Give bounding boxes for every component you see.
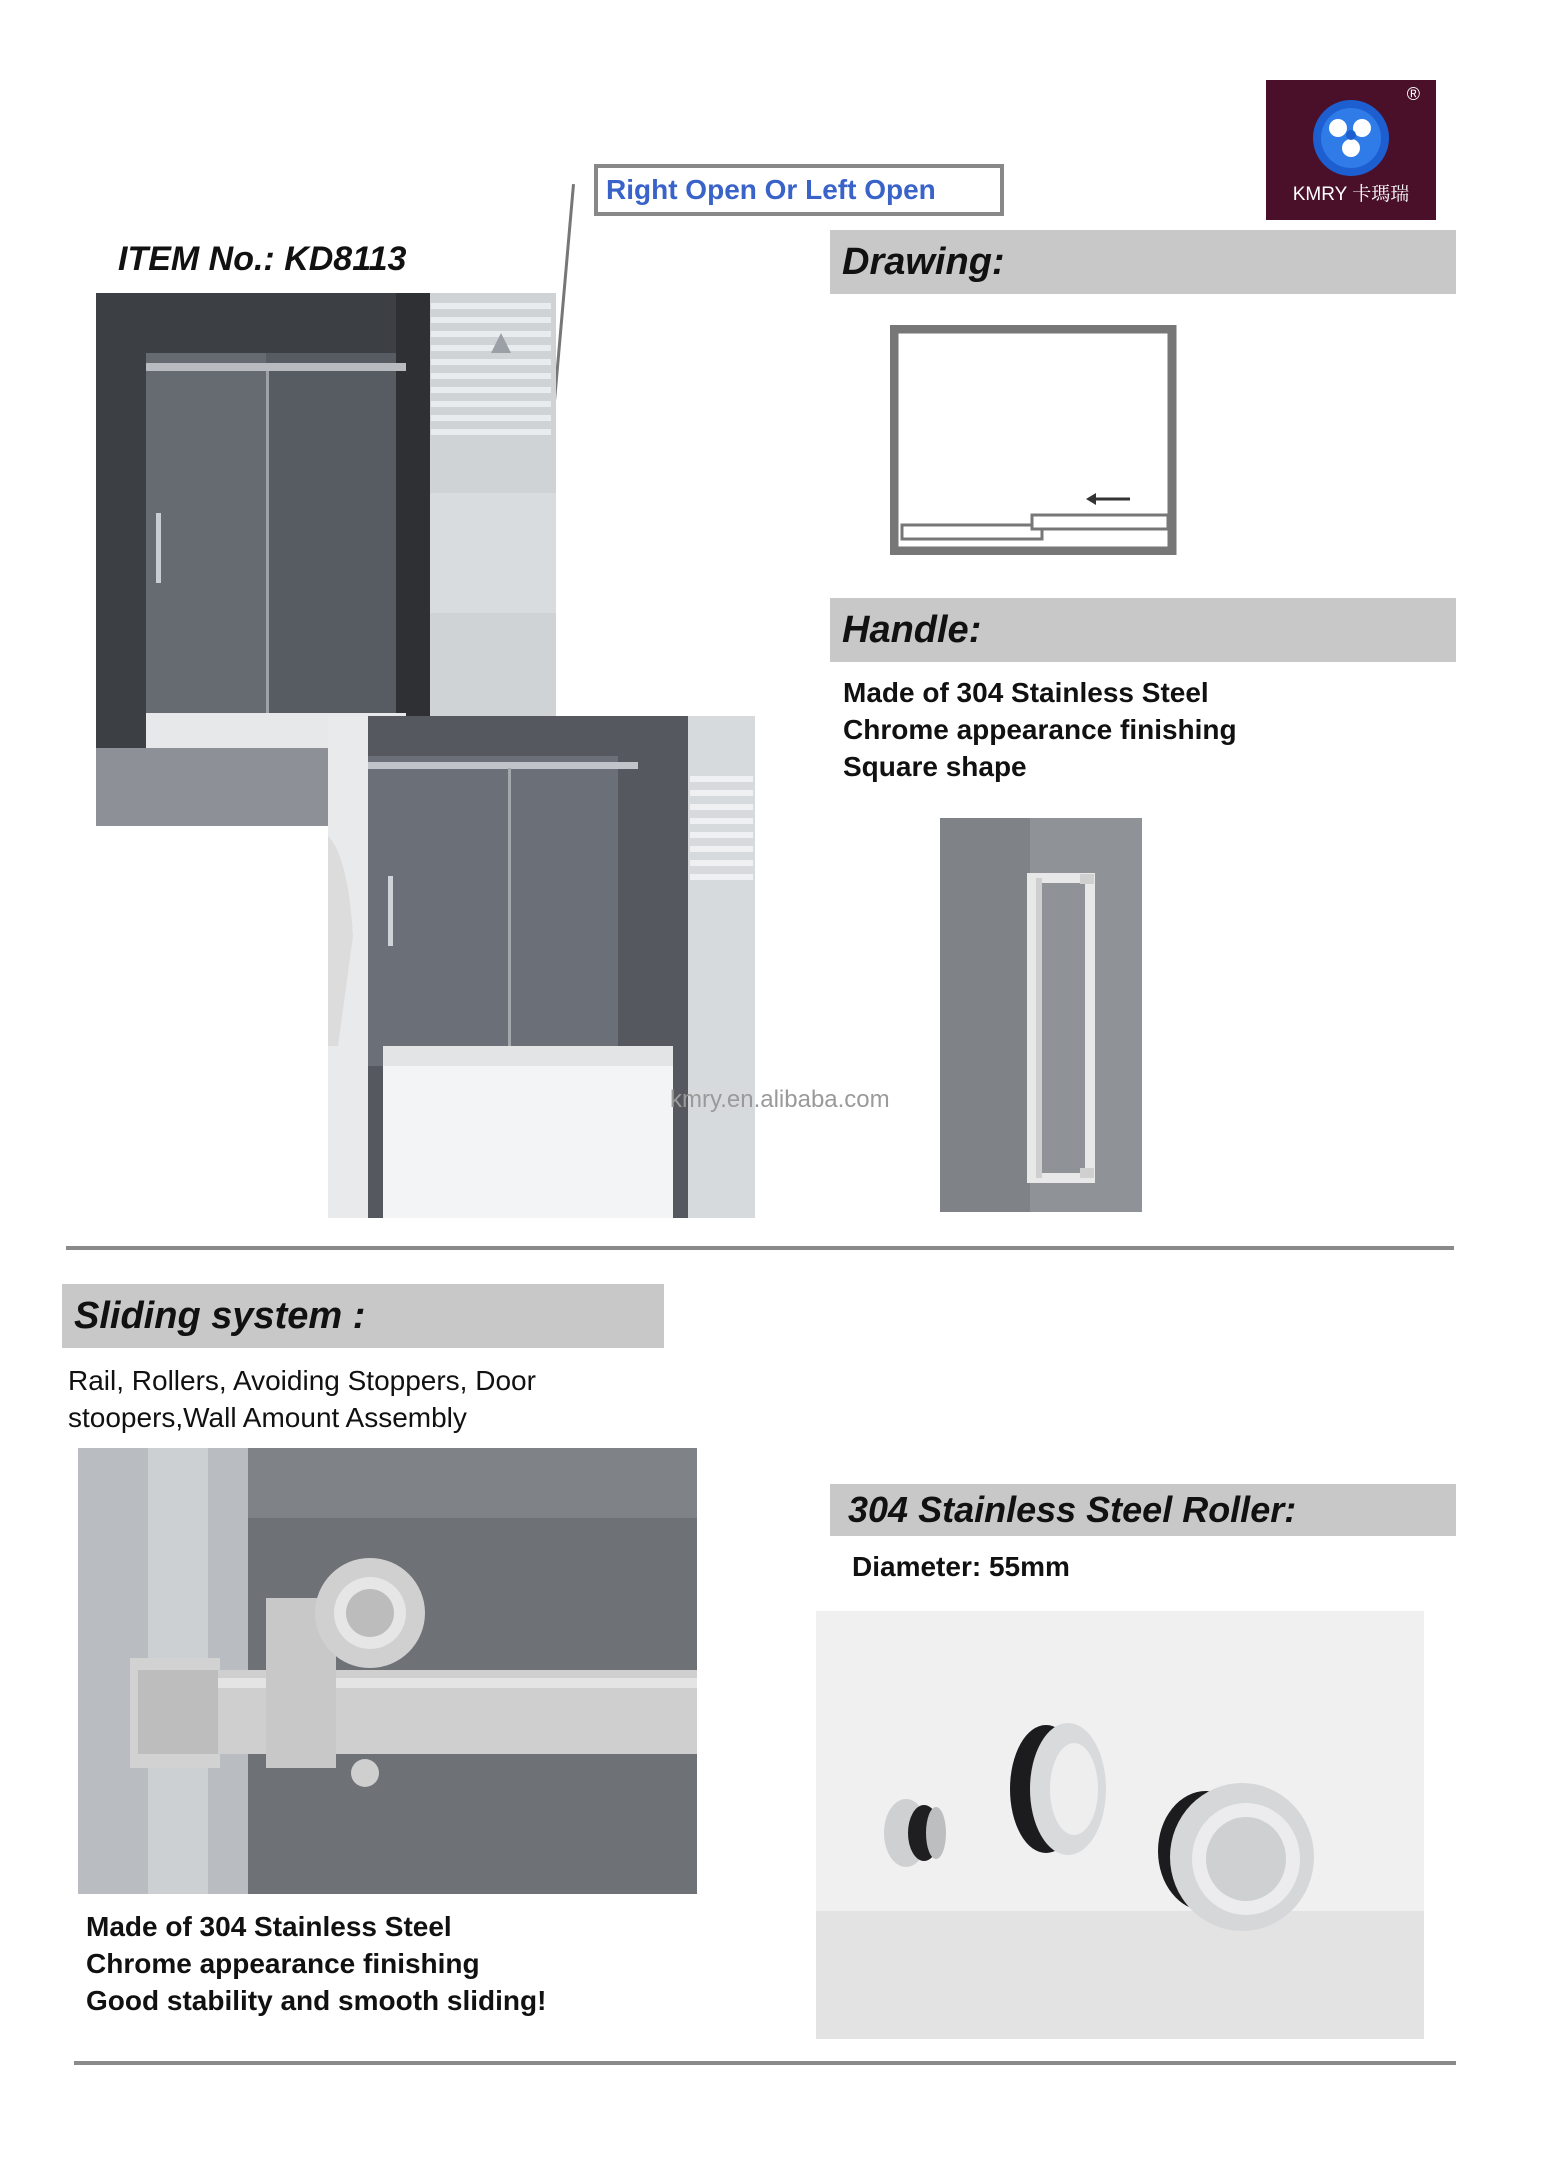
drawing-header <box>830 230 1456 294</box>
watermark-text: kmry.en.alibaba.com <box>670 1086 890 1113</box>
sliding-description-line: stoopers,Wall Amount Assembly <box>68 1402 467 1433</box>
roller-title: 304 Stainless Steel Roller: <box>848 1489 1297 1530</box>
handle-spec-line: Made of 304 Stainless Steel <box>843 677 1209 708</box>
opening-option-box <box>594 164 1004 216</box>
divider-line <box>74 2061 1456 2065</box>
handle-title: Handle: <box>842 608 982 651</box>
door-layout-drawing <box>890 325 1180 555</box>
sliding-description-line: Rail, Rollers, Avoiding Stoppers, Door <box>68 1365 536 1396</box>
sliding-system-title: Sliding system : <box>74 1294 366 1337</box>
callout-line <box>553 184 575 403</box>
sliding-spec-line: Chrome appearance finishing <box>86 1948 480 1979</box>
sliding-system-header <box>62 1284 664 1348</box>
logo-brand-text: KMRY 卡瑪瑞 <box>1292 184 1410 205</box>
opening-option-label: Right Open Or Left Open <box>606 174 936 205</box>
shower-photo-2 <box>328 716 755 1218</box>
sliding-spec-line: Made of 304 Stainless Steel <box>86 1911 452 1942</box>
roller-diameter: Diameter: 55mm <box>852 1551 1070 1582</box>
drawing-title: Drawing: <box>842 240 1005 283</box>
handle-specs <box>843 674 1237 785</box>
sliding-spec-line: Good stability and smooth sliding! <box>86 1985 547 2016</box>
handle-photo <box>940 818 1142 1212</box>
divider-line <box>66 1246 1454 1250</box>
sliding-system-description <box>68 1362 536 1436</box>
brand-logo <box>1266 80 1436 220</box>
sliding-system-specs <box>86 1908 546 2019</box>
roller-header <box>830 1484 1456 1536</box>
roller-photo <box>816 1611 1424 2039</box>
handle-header <box>830 598 1456 662</box>
handle-spec-line: Square shape <box>843 751 1027 782</box>
registered-mark: ® <box>1406 84 1420 104</box>
item-number: ITEM No.: KD8113 <box>118 240 407 278</box>
handle-spec-line: Chrome appearance finishing <box>843 714 1237 745</box>
sliding-system-photo <box>78 1448 697 1894</box>
